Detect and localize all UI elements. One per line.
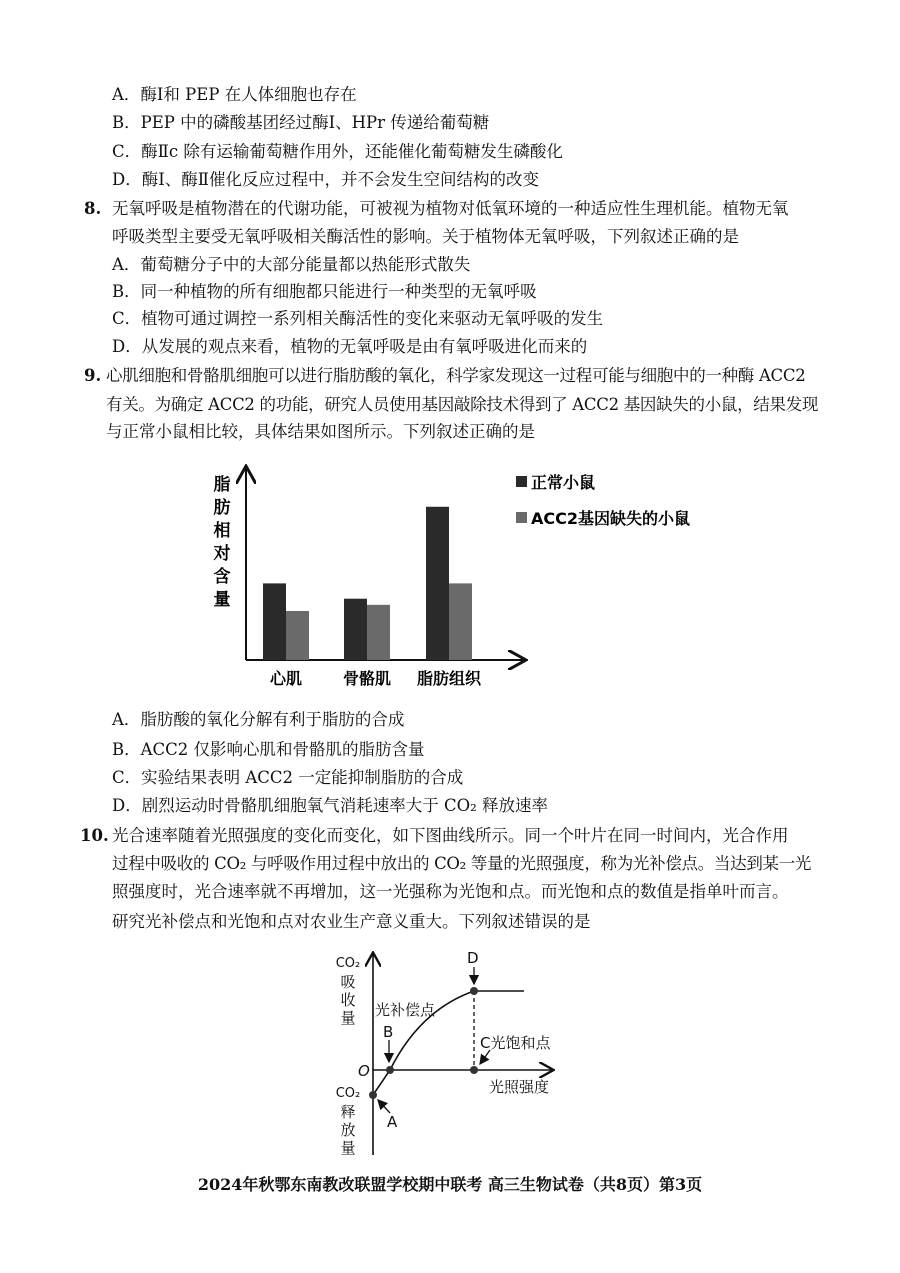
q7-option-b: B．PEP 中的磷酸基团经过酶Ⅰ、HPr 传递给葡萄糖 (112, 113, 490, 132)
q7-option-a: A．酶Ⅰ和 PEP 在人体细胞也存在 (112, 85, 357, 104)
q9-option-d: D．剧烈运动时骨骼肌细胞氧气消耗速率大于 CO₂ 释放速率 (112, 796, 548, 815)
y-bottom-label: CO₂ (335, 1086, 361, 1101)
y-axis-label: 脂肪相对含量 (213, 475, 231, 610)
bar-knockout (367, 605, 390, 660)
point-b-label: B (383, 1023, 394, 1041)
q10-stem-line: 光合速率随着光照强度的变化而变化，如下图曲线所示。同一个叶片在同一时间内，光合作用 (112, 826, 789, 845)
legend-label: ACC2基因缺失的小鼠 (531, 509, 691, 528)
point-a-label: A (387, 1113, 398, 1131)
y-bottom-label: 放 (340, 1121, 356, 1139)
origin-label: O (358, 1062, 370, 1080)
bar-knockout (449, 583, 472, 660)
point-c (470, 1066, 478, 1074)
q9-stem-line: 有关。为确定 ACC2 的功能，研究人员使用基因敲除技术得到了 ACC2 基因缺失的小鼠，结果发现 (106, 395, 819, 414)
point-d-label: D (467, 949, 479, 967)
y-top-label: 收 (340, 991, 356, 1009)
q10-stem-line: 照强度时，光合速率就不再增加，这一光强称为光饱和点。而光饱和点的数值是指单叶而言。 (112, 882, 789, 901)
y-bottom-label: 释 (340, 1103, 356, 1121)
q9-option-a: A．脂肪酸的氧化分解有利于脂肪的合成 (112, 710, 405, 729)
q10-stem-line: 过程中吸收的 CO₂ 与呼吸作用过程中放出的 CO₂ 等量的光照强度，称为光补偿点。当达到某一光 (112, 854, 812, 873)
bar-normal (426, 507, 449, 660)
arrow-c-icon (480, 1050, 490, 1064)
arrow-a-icon (378, 1100, 390, 1113)
y-top-label: CO₂ (335, 956, 361, 971)
x-axis-label: 光照强度 (489, 1078, 550, 1096)
q8-stem-line: 呼吸类型主要受无氧呼吸相关酶活性的影响。关于植物体无氧呼吸，下列叙述正确的是 (112, 227, 739, 246)
q8-option-c: C．植物可通过调控一系列相关酶活性的变化来驱动无氧呼吸的发生 (112, 309, 604, 328)
q9-stem-line: 与正常小鼠相比较，具体结果如图所示。下列叙述正确的是 (106, 422, 535, 441)
page-footer: 2024年秋鄂东南教改联盟学校期中联考 高三生物试卷（共8页）第3页 (197, 1175, 703, 1194)
y-bottom-label: 量 (340, 1139, 356, 1157)
x-tick-label: 脂肪组织 (416, 669, 482, 688)
q9-option-c: C．实验结果表明 ACC2 一定能抑制脂肪的合成 (112, 768, 464, 787)
q8-number: 8. (84, 199, 102, 218)
q8-stem-line: 无氧呼吸是植物潜在的代谢功能，可被视为植物对低氧环境的一种适应性生理机能。植物无氧 (112, 199, 789, 218)
point-a (369, 1091, 377, 1099)
q8-option-a: A．葡萄糖分子中的大部分能量都以热能形式散失 (112, 255, 471, 274)
bar-knockout (286, 611, 309, 660)
q8-option-d: D．从发展的观点来看，植物的无氧呼吸是由有氧呼吸进化而来的 (112, 337, 588, 356)
compensation-label: 光补偿点 (375, 1001, 436, 1019)
q7-option-d: D．酶Ⅰ、酶Ⅱ催化反应过程中，并不会发生空间结构的改变 (112, 170, 539, 189)
light-response-diagram (0, 940, 900, 1170)
bar-normal (263, 583, 286, 660)
point-b (386, 1066, 394, 1074)
point-c-label: C光饱和点 (480, 1034, 551, 1052)
legend-swatch (516, 512, 527, 523)
point-d (470, 987, 478, 995)
y-top-label: 量 (340, 1009, 356, 1027)
q7-option-c: C．酶Ⅱc 除有运输葡萄糖作用外，还能催化葡萄糖发生磷酸化 (112, 142, 563, 161)
q9-number: 9. (84, 366, 102, 385)
q10-number: 10. (80, 826, 109, 845)
legend-label: 正常小鼠 (531, 473, 596, 492)
q9-stem-line: 心肌细胞和骨骼肌细胞可以进行脂肪酸的氧化，科学家发现这一过程可能与细胞中的一种酶 ACC2 (106, 366, 806, 385)
q10-stem-line: 研究光补偿点和光饱和点对农业生产意义重大。下列叙述错误的是 (112, 912, 591, 931)
q9-option-b: B．ACC2 仅影响心肌和骨骼肌的脂肪含量 (112, 740, 425, 759)
bar-normal (344, 599, 367, 660)
q8-option-b: B．同一种植物的所有细胞都只能进行一种类型的无氧呼吸 (112, 282, 537, 301)
bar-chart (0, 460, 900, 700)
y-top-label: 吸 (340, 973, 356, 991)
x-tick-label: 骨骼肌 (342, 669, 392, 688)
legend-swatch (516, 476, 527, 487)
x-tick-label: 心肌 (269, 669, 303, 688)
